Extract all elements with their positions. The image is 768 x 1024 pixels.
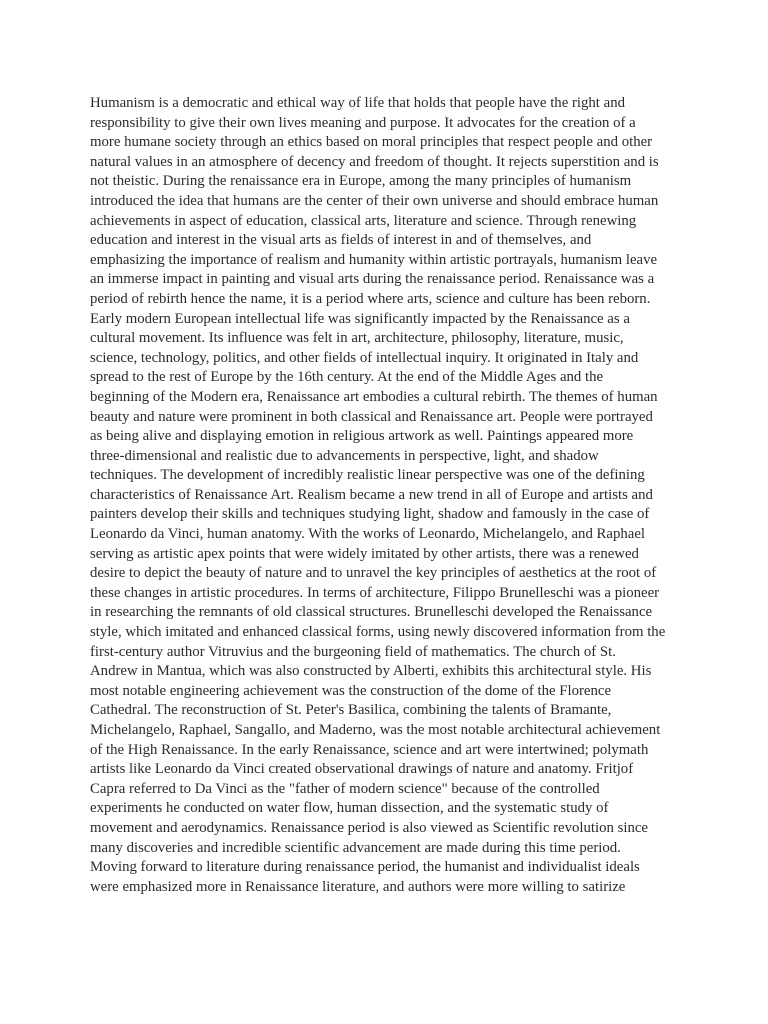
text-line: Capra referred to Da Vinci as the "father of modern science" because of the controlled xyxy=(90,780,600,797)
text-line: beauty and nature were prominent in both classical and Renaissance art. People were portrayed xyxy=(90,408,653,425)
text-line: first-century author Vitruvius and the burgeoning field of mathematics. The church of St. xyxy=(90,643,616,660)
text-line: Humanism is a democratic and ethical way of life that holds that people have the right and xyxy=(90,95,625,111)
text-line: desire to depict the beauty of nature and to unravel the key principles of aesthetics at the root of xyxy=(90,565,657,582)
text-line: were emphasized more in Renaissance literature, and authors were more willing to satirize xyxy=(90,878,626,895)
text-line: an immerse impact in painting and visual arts during the renaissance period. Renaissance was a xyxy=(90,271,655,288)
text-line: of the High Renaissance. In the early Renaissance, science and art were intertwined; polymath xyxy=(90,741,649,758)
text-line: painters develop their skills and techniques studying light, shadow and famously in the case of xyxy=(90,506,650,523)
text-line: cultural movement. Its influence was felt in art, architecture, philosophy, literature, music, xyxy=(90,330,624,347)
text-line: movement and aerodynamics. Renaissance period is also viewed as Scientific revolution since xyxy=(90,819,649,836)
text-line: three-dimensional and realistic due to advancements in perspective, light, and shadow xyxy=(90,447,599,464)
text-line: characteristics of Renaissance Art. Realism became a new trend in all of Europe and artists and xyxy=(90,486,653,503)
text-line: education and interest in the visual arts as fields of interest in and of themselves, and xyxy=(90,232,592,249)
text-line: Leonardo da Vinci, human anatomy. With the works of Leonardo, Michelangelo, and Raphael xyxy=(90,526,646,543)
text-line: emphasizing the importance of realism and humanity within artistic portrayals, humanism leave xyxy=(90,251,658,268)
text-line: period of rebirth hence the name, it is a period where arts, science and culture has been reborn. xyxy=(90,290,651,307)
text-line: in researching the remnants of old classical structures. Brunelleschi developed the Renaissance xyxy=(90,604,653,621)
text-line: techniques. The development of incredibly realistic linear perspective was one of the defining xyxy=(90,467,645,484)
text-line: these changes in artistic procedures. In terms of architecture, Filippo Brunelleschi was a pioneer xyxy=(90,584,660,601)
text-line: natural values in an atmosphere of decency and freedom of thought. It rejects superstition and is xyxy=(90,153,659,170)
text-line: most notable engineering achievement was the construction of the dome of the Florence xyxy=(90,682,612,699)
text-line: science, technology, politics, and other fields of intellectual inquiry. It originated in Italy and xyxy=(90,349,639,366)
text-line: Early modern European intellectual life was significantly impacted by the Renaissance as a xyxy=(90,310,630,327)
text-line: not theistic. During the renaissance era in Europe, among the many principles of humanism xyxy=(90,173,632,190)
text-line: Moving forward to literature during renaissance period, the humanist and individualist ideals xyxy=(90,859,640,876)
text-line: Andrew in Mantua, which was also constructed by Alberti, exhibits this architectural style. His xyxy=(90,663,652,680)
text-line: style, which imitated and enhanced classical forms, using newly discovered information from the xyxy=(90,624,666,641)
text-line: Michelangelo, Raphael, Sangallo, and Maderno, was the most notable architectural achievement xyxy=(90,722,661,738)
text-line: many discoveries and incredible scientific advancement are made during this time period. xyxy=(90,839,621,856)
text-line: artists like Leonardo da Vinci created observational drawings of nature and anatomy. Fritjof xyxy=(90,761,634,778)
text-line: serving as artistic apex points that were widely imitated by other artists, there was a renewed xyxy=(90,545,639,562)
text-line: introduced the idea that humans are the center of their own universe and should embrace human xyxy=(90,192,659,209)
text-line: Cathedral. The reconstruction of St. Peter's Basilica, combining the talents of Bramante, xyxy=(90,702,612,719)
text-line: experiments he conducted on water flow, human dissection, and the systematic study of xyxy=(90,800,609,817)
text-line: responsibility to give their own lives meaning and purpose. It advocates for the creation of a xyxy=(90,114,636,131)
text-line: as being alive and displaying emotion in religious artwork as well. Paintings appeared more xyxy=(90,428,634,445)
text-line: more humane society through an ethics based on moral principles that respect people and other xyxy=(90,134,653,151)
body-paragraph xyxy=(90,94,690,897)
text-line: beginning of the Modern era, Renaissance art embodies a cultural rebirth. The themes of human xyxy=(90,388,658,405)
text-line: spread to the rest of Europe by the 16th century. At the end of the Middle Ages and the xyxy=(90,369,604,386)
text-line: achievements in aspect of education, classical arts, literature and science. Through renewing xyxy=(90,212,637,229)
